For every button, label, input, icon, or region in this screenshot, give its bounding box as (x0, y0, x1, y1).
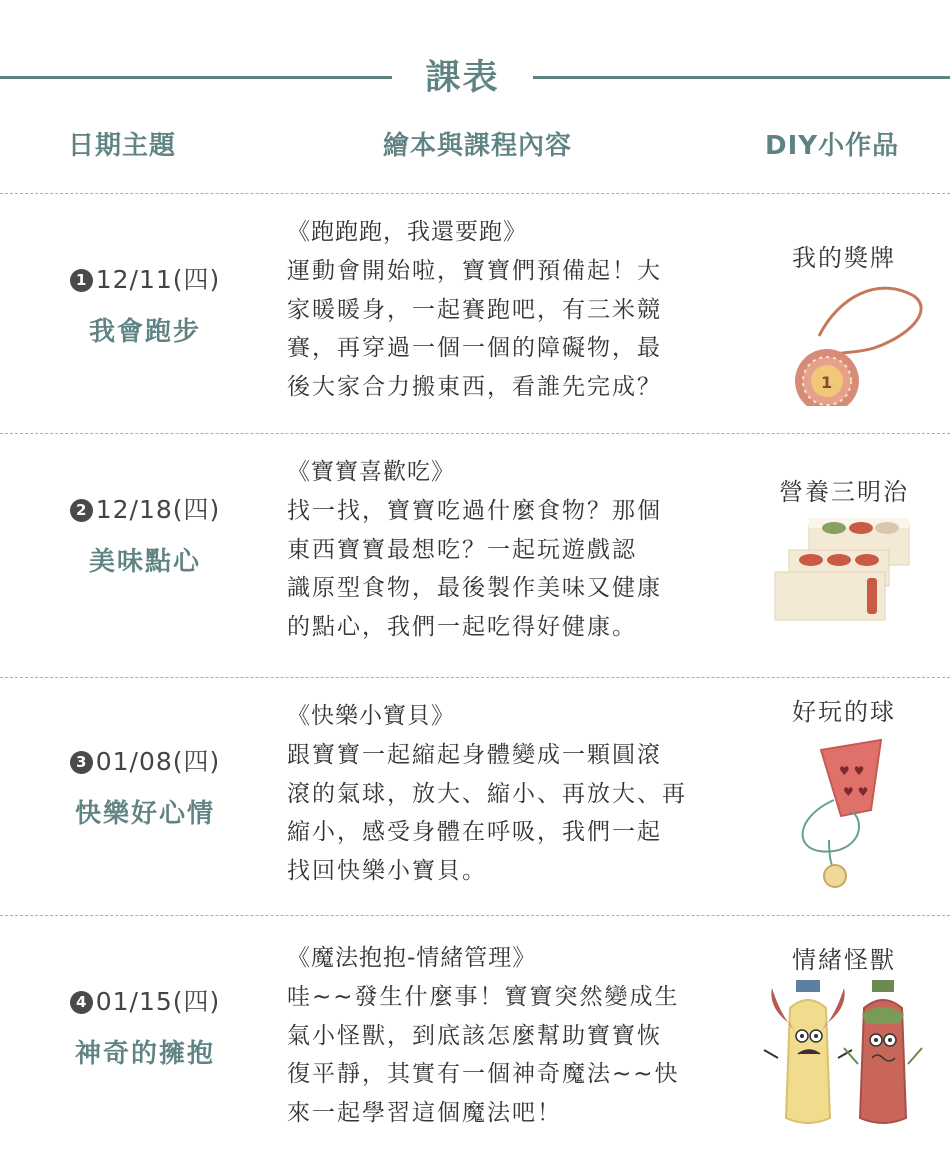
table-row (0, 678, 950, 915)
diy-cell (738, 240, 950, 406)
content-cell (287, 696, 722, 890)
date-line (0, 984, 290, 1020)
header-diy: DIY小作品 (765, 131, 900, 161)
book-title: 《寶寶喜歡吃》 (287, 459, 455, 485)
medal-icon (759, 276, 929, 406)
course-description: 哇~~發生什麼事！寶寶突然變成生 氣小怪獸，到底該怎麼幫助寶寶恢 復平靜，其實有一個神奇魔法~~快 來一起學習這個魔法吧！ (287, 984, 680, 1126)
sandwich-icon (759, 510, 929, 630)
date-cell (0, 984, 290, 1074)
book-title: 《魔法抱抱-情緒管理》 (287, 945, 537, 971)
number-badge: 3 (70, 751, 93, 774)
number-badge: 2 (70, 499, 93, 522)
svg-text:♥ ♥: ♥ ♥ (843, 785, 869, 799)
diy-cell (738, 694, 950, 890)
course-description: 跟寶寶一起縮起身體變成一顆圓滾 滾的氣球，放大、縮小、再放大、再 縮小，感受身體在呼吸，我們一起 找回快樂小寶貝。 (287, 742, 687, 884)
date-cell (0, 744, 290, 834)
content-cell (287, 938, 722, 1132)
book-title: 《跑跑跑，我還要跑》 (287, 219, 527, 245)
diy-title: 好玩的球 (792, 698, 896, 726)
number-badge: 4 (70, 991, 93, 1014)
date-text: 12/18(四) (95, 495, 221, 524)
diy-title: 我的獎牌 (792, 244, 896, 272)
title-row (0, 52, 950, 104)
svg-text:♥ ♥: ♥ ♥ (839, 764, 865, 778)
table-row (0, 194, 950, 433)
diy-title: 情緒怪獸 (792, 946, 896, 974)
table-row (0, 916, 950, 1153)
header-content: 繪本與課程內容 (383, 131, 573, 161)
date-text: 12/11(四) (95, 265, 221, 294)
topic-title: 快樂好心情 (74, 799, 215, 829)
diy-title: 營養三明治 (779, 478, 909, 506)
course-description: 找一找，寶寶吃過什麼食物？那個 東西寶寶最想吃？一起玩遊戲認 識原型食物，最後製作美味又健康 的點心，我們一起吃得好健康。 (287, 498, 662, 640)
topic-title: 我會跑步 (88, 317, 201, 347)
title-line-right (533, 76, 950, 79)
number-badge: 1 (70, 269, 93, 292)
page-title: 課表 (425, 58, 500, 98)
table-row (0, 434, 950, 677)
content-cell (287, 452, 722, 646)
date-cell (0, 492, 290, 582)
content-cell (287, 212, 722, 406)
cup-ball-icon (759, 730, 929, 890)
svg-text:1: 1 (821, 373, 833, 392)
diy-cell (738, 474, 950, 630)
date-text: 01/08(四) (95, 747, 221, 776)
book-title: 《快樂小寶貝》 (287, 703, 455, 729)
date-line (0, 744, 290, 780)
diy-cell (738, 942, 950, 1128)
date-line (0, 492, 290, 528)
title-line-left (0, 76, 392, 79)
bottle-monsters-icon (744, 978, 944, 1128)
course-description: 運動會開始啦，寶寶們預備起！大 家暖暖身，一起賽跑吧，有三米競 賽，再穿過一個一個的障礙物，最 後大家合力搬東西，看誰先完成？ (287, 258, 662, 400)
date-cell (0, 262, 290, 352)
topic-title: 神奇的擁抱 (74, 1039, 215, 1069)
date-line (0, 262, 290, 298)
header-date: 日期主題 (68, 131, 177, 161)
date-text: 01/15(四) (95, 987, 221, 1016)
topic-title: 美味點心 (88, 547, 201, 577)
